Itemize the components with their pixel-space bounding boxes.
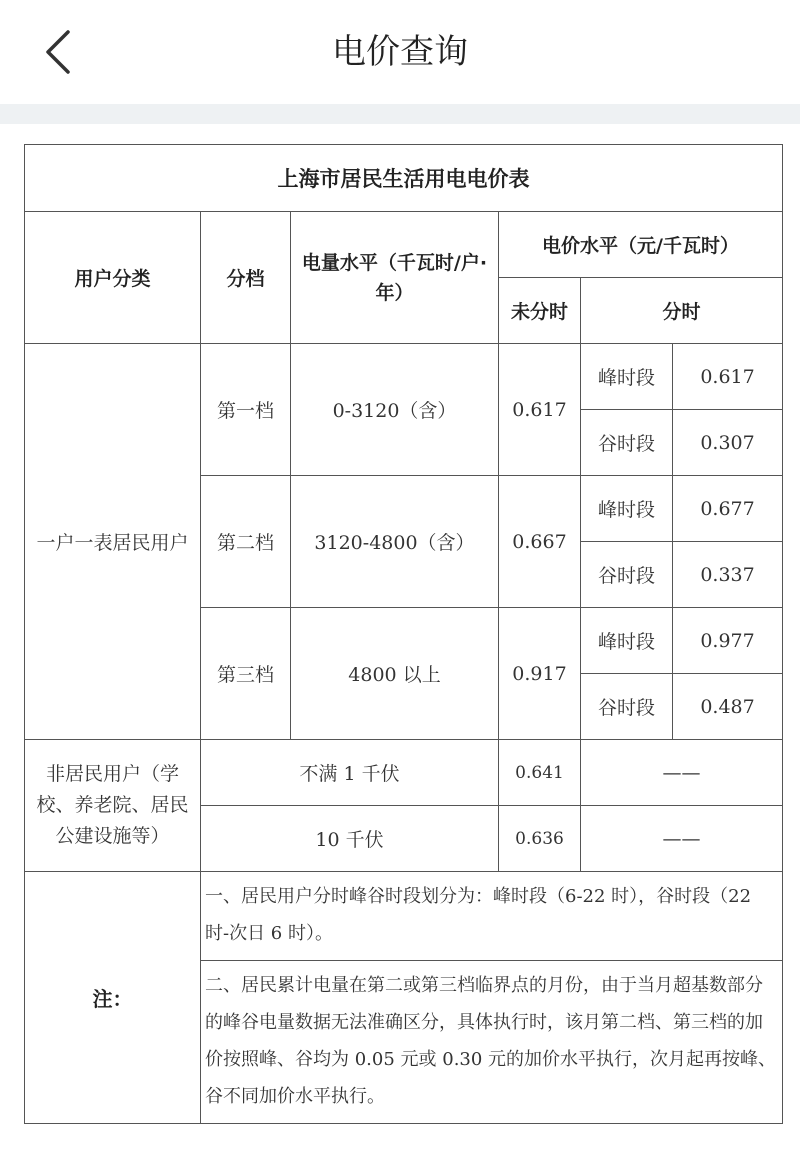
table-row <box>25 740 783 806</box>
valley-price: 0.307 <box>673 410 783 476</box>
header-volume: 电量水平（千瓦时/户·年） <box>291 212 499 344</box>
app-header <box>0 0 800 104</box>
header-tou: 分时 <box>581 278 783 344</box>
non-residential-label: 非居民用户（学校、养老院、居民公建设施等） <box>25 740 201 872</box>
note-item: 一、居民用户分时峰谷时段划分为：峰时段（6-22 时），谷时段（22 时-次日 6 时）。 <box>201 872 783 961</box>
residential-label: 一户一表居民用户 <box>25 344 201 740</box>
peak-label: 峰时段 <box>581 344 673 410</box>
header-non-tou: 未分时 <box>499 278 581 344</box>
peak-label: 峰时段 <box>581 476 673 542</box>
peak-price: 0.617 <box>673 344 783 410</box>
tier-volume: 0-3120（含） <box>291 344 499 476</box>
table-row <box>25 872 783 961</box>
peak-price: 0.677 <box>673 476 783 542</box>
tou-price-empty: —— <box>581 806 783 872</box>
header-user-type: 用户分类 <box>25 212 201 344</box>
valley-label: 谷时段 <box>581 410 673 476</box>
tier-name: 第二档 <box>201 476 291 608</box>
tier-flat-price: 0.917 <box>499 608 581 740</box>
valley-price: 0.337 <box>673 542 783 608</box>
tier-volume: 4800 以上 <box>291 608 499 740</box>
page-title: 电价查询 <box>332 32 468 72</box>
header-price-level: 电价水平（元/千瓦时） <box>499 212 783 278</box>
capacity-level: 10 千伏 <box>201 806 499 872</box>
flat-price: 0.636 <box>499 806 581 872</box>
peak-price: 0.977 <box>673 608 783 674</box>
tier-flat-price: 0.617 <box>499 344 581 476</box>
flat-price: 0.641 <box>499 740 581 806</box>
valley-label: 谷时段 <box>581 542 673 608</box>
valley-price: 0.487 <box>673 674 783 740</box>
valley-label: 谷时段 <box>581 674 673 740</box>
tier-volume: 3120-4800（含） <box>291 476 499 608</box>
header-divider <box>0 104 800 124</box>
header-tier: 分档 <box>201 212 291 344</box>
tier-name: 第一档 <box>201 344 291 476</box>
table-caption: 上海市居民生活用电电价表 <box>25 145 783 212</box>
tou-price-empty: —— <box>581 740 783 806</box>
table-row <box>25 344 783 410</box>
notes-label: 注： <box>25 872 201 1124</box>
tier-flat-price: 0.667 <box>499 476 581 608</box>
capacity-level: 不满 1 千伏 <box>201 740 499 806</box>
tier-name: 第三档 <box>201 608 291 740</box>
note-item: 二、居民累计电量在第二或第三档临界点的月份，由于当月超基数部分的峰谷电量数据无法准确区分，具体执行时，该月第二档、第三档的加价按照峰、谷均为 0.05 元或 0.30 元的加价水平执行，次月起再按峰、谷不同加价水平执行。 <box>201 961 783 1124</box>
peak-label: 峰时段 <box>581 608 673 674</box>
price-table <box>24 144 782 1124</box>
